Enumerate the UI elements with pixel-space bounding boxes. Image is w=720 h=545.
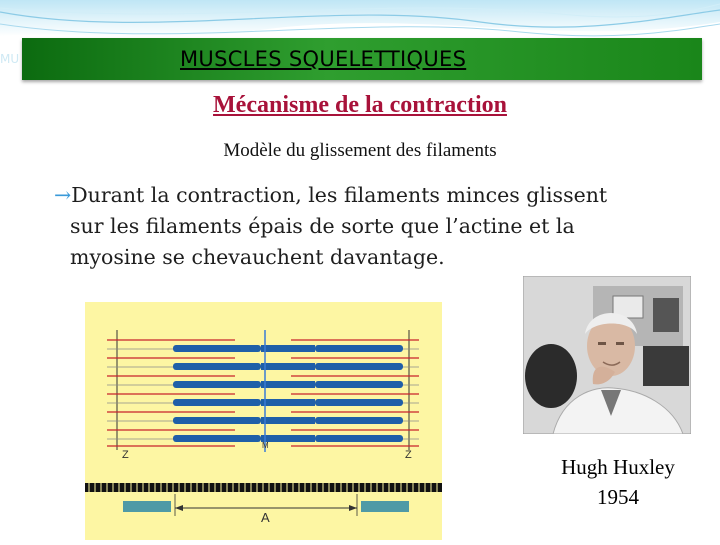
section-title: Modèle du glissement des filaments <box>223 140 497 161</box>
sarcomere-svg <box>85 302 442 540</box>
sarcomere-diagram <box>85 302 442 540</box>
portrait-photo <box>523 276 691 434</box>
banner-side-text: MU <box>0 52 20 66</box>
label-z-left: Z <box>122 449 129 461</box>
slide-subtitle: Mécanisme de la contraction <box>213 92 507 118</box>
label-z-right: Z <box>405 449 412 461</box>
bullet-line-1: Durant la contraction, les filaments minces glissent <box>71 183 608 207</box>
i-band-left <box>123 501 171 512</box>
bullet-line-2: sur les filaments épais de sorte que l’actine et la <box>70 214 575 238</box>
label-m: M <box>262 441 269 450</box>
photo-caption <box>548 452 688 512</box>
caption-year: 1954 <box>597 485 639 509</box>
caption-name: Hugh Huxley <box>561 455 675 479</box>
slide-title: MUSCLES SQUELETTIQUES <box>180 47 467 71</box>
bullet-line-3: myosine se chevauchent davantage. <box>70 245 445 269</box>
label-a: A <box>261 510 270 525</box>
bullet-paragraph <box>54 180 694 273</box>
striation-bar <box>85 483 442 492</box>
arrow-right-icon: → <box>54 183 72 207</box>
i-band-right <box>361 501 409 512</box>
